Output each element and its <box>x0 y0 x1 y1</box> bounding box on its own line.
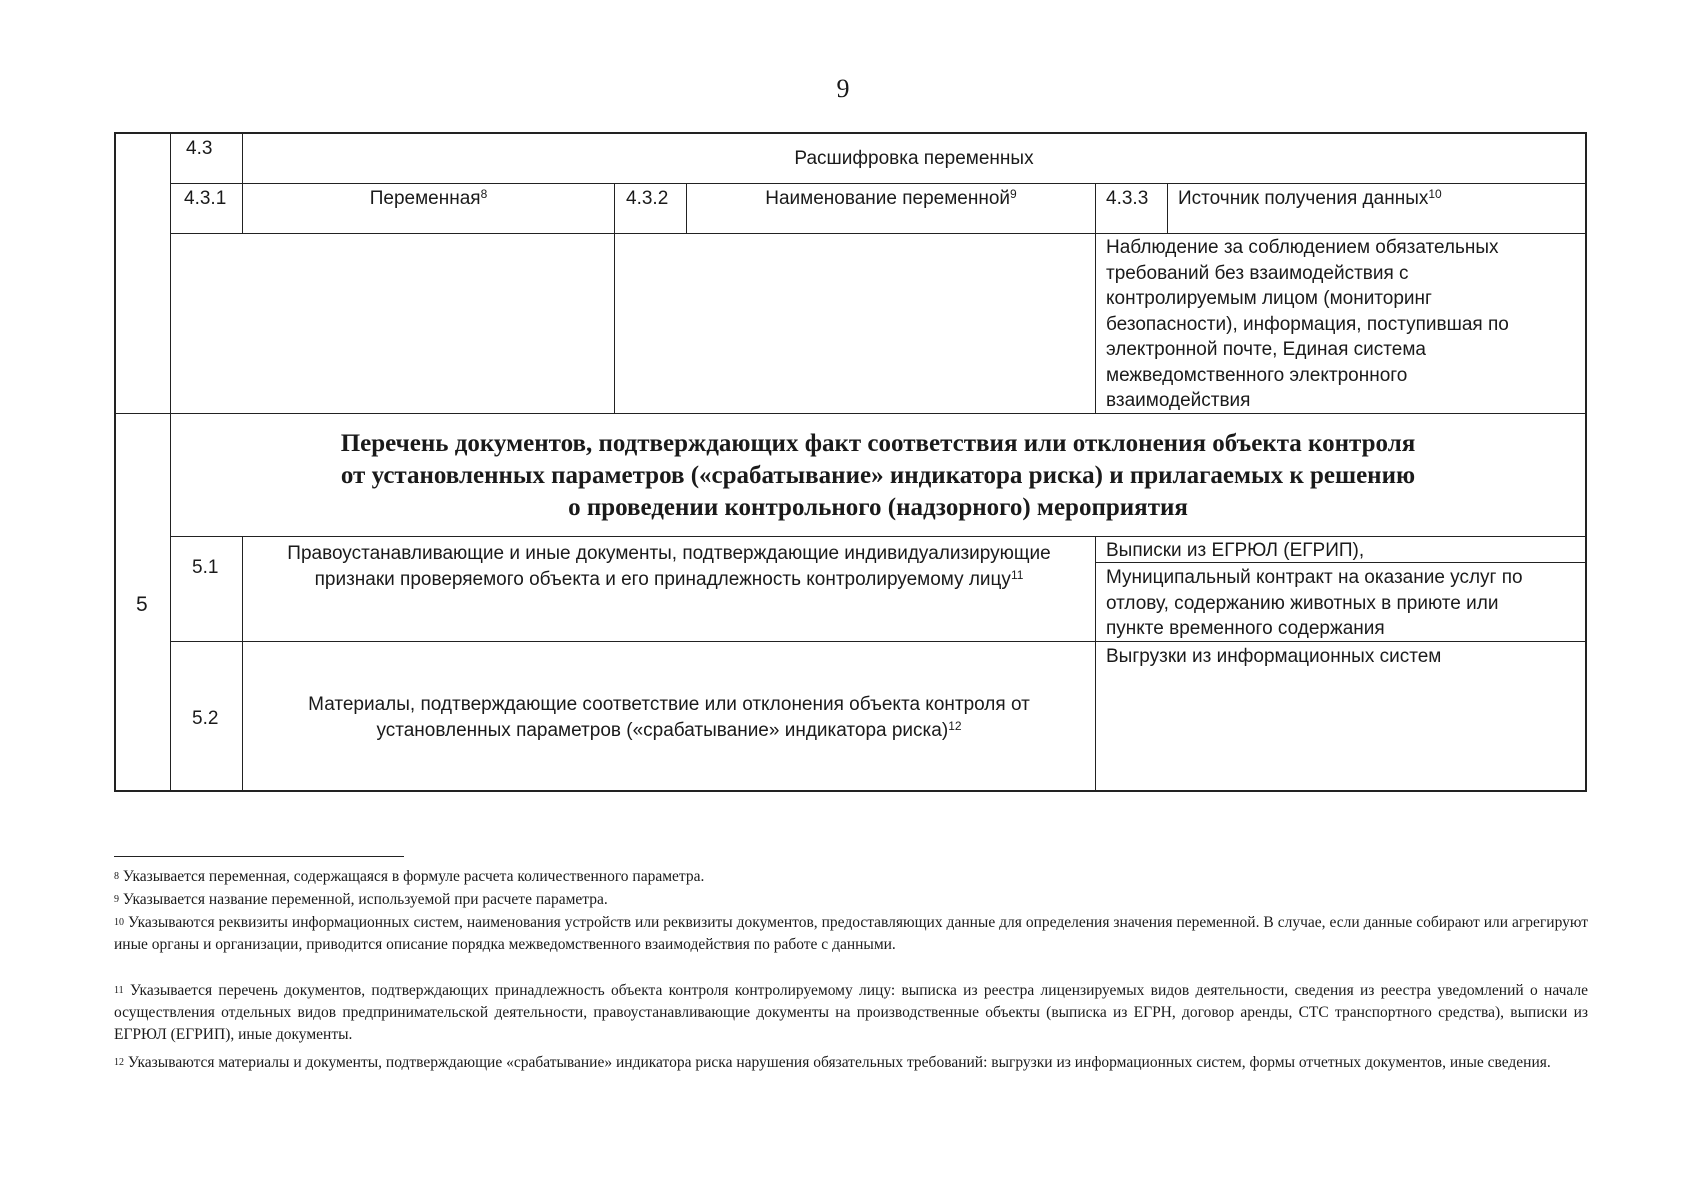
header-variable-name <box>687 186 1095 212</box>
footnote-text: Указывается перечень документов, подтверждающих принадлежность объекта контроля контролируемому лицу: выписка из реестра лицензируемых видов деятельности, сведения из реестра уведомлений о начале осуществления отдельных видов предпринимательской деятельности, правоустанавливающие документы на производственные объекты (выписка из ЕГРН, договор аренды, СТС транспортного средства), выписки из ЕГРЮЛ (ЕГРИП), иные документы. <box>114 982 1588 1043</box>
row-51-value-line: Муниципальный контракт на оказание услуг по <box>1106 567 1523 588</box>
col-divider-433a <box>1095 183 1096 414</box>
footnote-ref-10: 10 <box>1428 187 1442 201</box>
row-51-description-line: признаки проверяемого объекта и его принадлежность контролируемому лицу$^{11}$ <box>314 567 1024 590</box>
header-433-number: 4.3.3 <box>1106 188 1149 209</box>
col-divider-433b <box>1167 183 1168 234</box>
data-source-line: взаимодействия <box>1106 390 1251 411</box>
footnote-mark: 12 <box>114 1057 124 1068</box>
row-line-43 <box>170 183 1586 184</box>
footnote-mark: 8 <box>114 871 119 882</box>
header-431-number: 4.3.1 <box>184 188 227 209</box>
footnote-12 <box>114 1052 1588 1074</box>
data-source-line: Наблюдение за соблюдением обязательных <box>1106 237 1499 258</box>
row-line-section5 <box>114 413 1586 414</box>
section-5-number: 5 <box>136 593 148 616</box>
header-variable-name-label: Наименование переменной <box>765 188 1011 209</box>
row-51-description-line: Правоустанавливающие и иные документы, подтверждающие индивидуализирующие <box>287 543 1051 564</box>
footnote-ref-8: 8 <box>480 187 488 201</box>
col-divider-432a <box>614 183 615 414</box>
header-variable-label: Переменная <box>369 188 481 209</box>
footnote-ref-11: 11 <box>1010 567 1024 582</box>
header-data-source-label: Источник получения данных <box>1178 188 1429 209</box>
footnote-mark: 10 <box>114 917 124 928</box>
row-43-number: 4.3 <box>186 138 213 159</box>
table-border-bottom <box>114 790 1587 792</box>
table-border-right <box>1585 132 1587 792</box>
row-52-value: Выгрузки из информационных систем <box>1106 646 1442 667</box>
footnote-mark: 9 <box>114 894 119 905</box>
section-5-title-line: о проведении контрольного (надзорного) мероприятия <box>568 494 1188 521</box>
table-border-top <box>114 132 1587 134</box>
section-5-title-line: от установленных параметров («срабатывание» индикатора риска) и прилагаемых к решению <box>340 462 1416 489</box>
row-52-description-line: Материалы, подтверждающие соответствие или отклонения объекта контроля от <box>308 694 1030 715</box>
header-432-number: 4.3.2 <box>626 188 669 209</box>
footnote-mark: 11 <box>114 985 124 996</box>
footnote-text: Указываются материалы и документы, подтверждающие «срабатывание» индикатора риска нарушения обязательных требований: выгрузки из информационных систем, формы отчетных документов, иные сведения. <box>127 1054 1551 1071</box>
data-source-line: электронной почте, Единая система <box>1106 339 1426 360</box>
data-source-line: требований без взаимодействия с <box>1106 262 1409 284</box>
header-variable <box>243 186 614 212</box>
row-51-value-line: отлову, содержанию животных в приюте или <box>1106 592 1499 614</box>
row-52-number: 5.2 <box>192 708 219 729</box>
table-border-left <box>114 132 116 792</box>
section-5-title <box>172 428 1584 524</box>
row-51-value-egrul: Выписки из ЕГРЮЛ (ЕГРИП), <box>1106 540 1365 561</box>
row-52-description-line: установленных параметров («срабатывание» индикатора риска)$^{12}$ <box>376 718 962 741</box>
row-line-header <box>170 233 1586 234</box>
footnote-10 <box>114 912 1588 956</box>
footnote-ref-9: 9 <box>1010 187 1017 201</box>
footnote-separator <box>114 856 404 857</box>
row-51-description <box>243 541 1095 592</box>
row-51-value-line: пункте временного содержания <box>1106 618 1385 639</box>
header-data-source <box>1178 186 1442 212</box>
row-52-description <box>243 692 1095 743</box>
col-divider-1 <box>170 132 171 792</box>
row-line-title <box>170 536 1586 537</box>
page-number: 9 <box>836 74 850 103</box>
footnote-8 <box>114 866 1588 888</box>
data-source-line: межведомственного электронного <box>1106 364 1408 386</box>
row-43-title: Расшифровка переменных <box>794 148 1034 169</box>
footnote-text: Указываются реквизиты информационных систем, наименования устройств или реквизиты документов, предоставляющих данные для определения значения переменной. В случае, если данные собирают или агрегируют иные органы и организации, приводится описание порядка межведомственного взаимодействия по работе с данными. <box>114 914 1589 953</box>
row-51-number: 5.1 <box>192 557 219 578</box>
col-divider-5-right <box>1095 536 1096 791</box>
footnote-text: Указывается переменная, содержащаяся в формуле расчета количественного параметра. <box>122 868 705 885</box>
footnote-text: Указывается название переменной, используемой при расчете параметра. <box>122 891 608 908</box>
data-source-line: безопасности), информация, поступившая по <box>1106 313 1509 335</box>
footnote-9 <box>114 889 1588 911</box>
footnote-11 <box>114 980 1588 1046</box>
data-source-line: контролируемым лицом (мониторинг <box>1106 288 1432 309</box>
footnote-ref-12: 12 <box>948 718 962 733</box>
section-5-title-line: Перечень документов, подтверждающих факт соответствия или отклонения объекта контроля <box>340 430 1416 457</box>
